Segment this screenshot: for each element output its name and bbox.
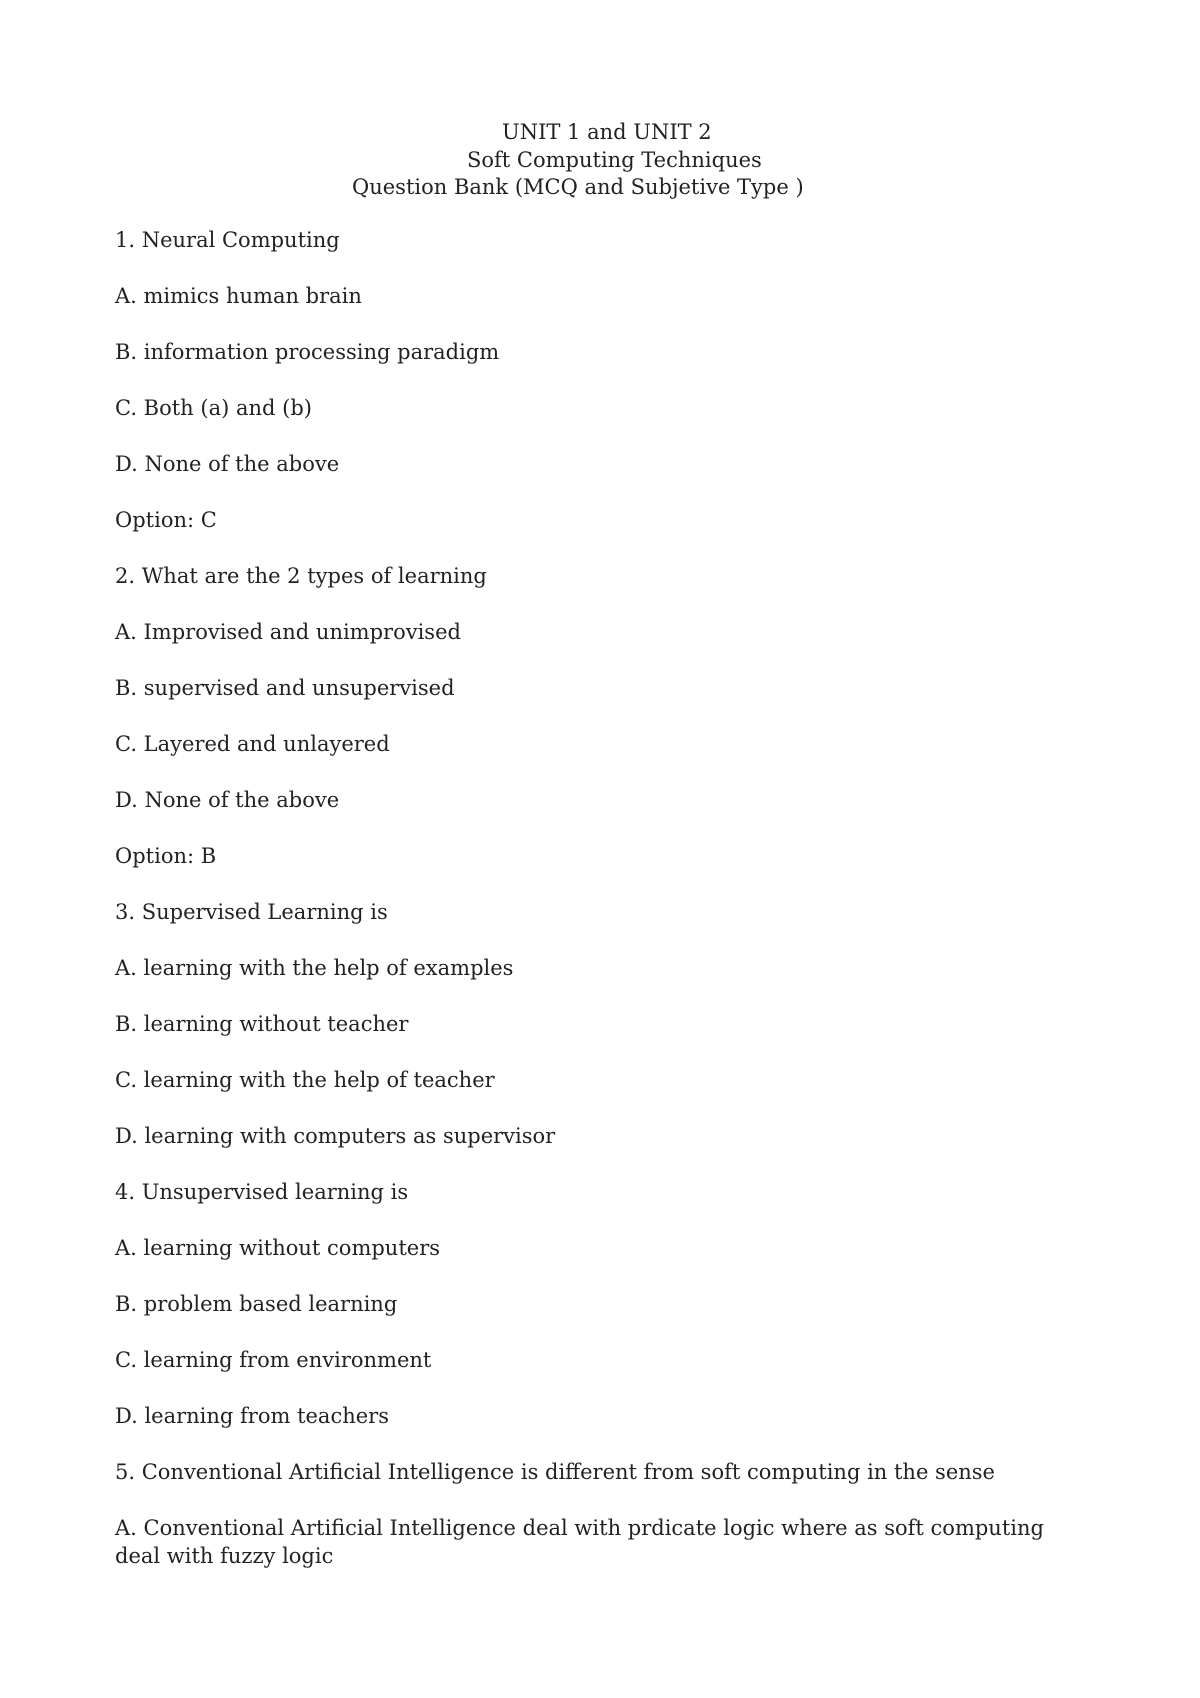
question-4-option-d: D. learning from teachers <box>115 1404 389 1428</box>
question-2-answer: Option: B <box>115 844 217 868</box>
question-bank-title: Question Bank (MCQ and Subjetive Type ) <box>352 175 804 199</box>
question-3-option-b: B. learning without teacher <box>115 1012 409 1036</box>
course-title: Soft Computing Techniques <box>467 148 762 172</box>
question-3: 3. Supervised Learning is <box>115 900 388 924</box>
question-1-answer: Option: C <box>115 508 217 532</box>
question-3-option-a: A. learning with the help of examples <box>115 956 514 980</box>
question-5-option-a: A. Conventional Artificial Intelligence deal with prdicate logic where as soft computing deal with fuzzy logic <box>115 1516 1044 1568</box>
question-4: 4. Unsupervised learning is <box>115 1180 409 1204</box>
question-2-option-a: A. Improvised and unimprovised <box>115 620 461 644</box>
question-1: 1. Neural Computing <box>115 228 340 252</box>
question-2-option-d: D. None of the above <box>115 788 340 812</box>
question-5: 5. Conventional Artificial Intelligence is different from soft computing in the sense <box>115 1460 995 1484</box>
question-2: 2. What are the 2 types of learning <box>115 564 487 588</box>
question-list <box>115 226 1075 1598</box>
unit-title: UNIT 1 and UNIT 2 <box>502 120 712 144</box>
question-4-option-b: B. problem based learning <box>115 1292 398 1316</box>
question-1-option-d: D. None of the above <box>115 452 340 476</box>
question-2-option-c: C. Layered and unlayered <box>115 732 390 756</box>
question-1-option-a: A. mimics human brain <box>115 284 362 308</box>
question-1-option-c: C. Both (a) and (b) <box>115 396 312 420</box>
question-3-option-c: C. learning with the help of teacher <box>115 1068 495 1092</box>
question-4-option-a: A. learning without computers <box>115 1236 441 1260</box>
question-1-option-b: B. information processing paradigm <box>115 340 500 364</box>
question-4-option-c: C. learning from environment <box>115 1348 432 1372</box>
question-2-option-b: B. supervised and unsupervised <box>115 676 455 700</box>
question-3-option-d: D. learning with computers as supervisor <box>115 1124 556 1148</box>
